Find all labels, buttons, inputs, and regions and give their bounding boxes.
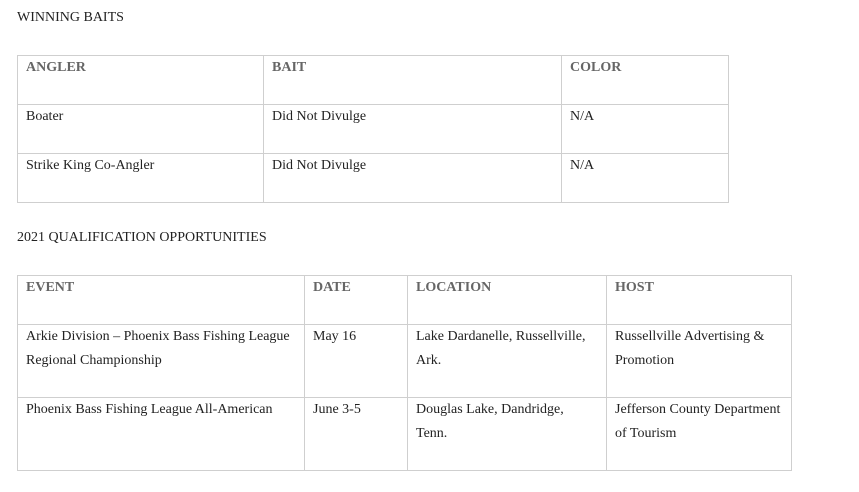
column-header-location: LOCATION: [408, 276, 607, 325]
table-row: [18, 325, 792, 398]
column-header-date: DATE: [305, 276, 408, 325]
winning-baits-heading: WINNING BAITS: [17, 10, 124, 25]
table-row: [18, 105, 729, 154]
date-cell: June 3-5: [305, 398, 408, 471]
table-header-row: [18, 276, 792, 325]
color-cell: N/A: [562, 154, 729, 203]
color-cell: N/A: [562, 105, 729, 154]
host-cell: Jefferson County Department of Tourism: [607, 398, 792, 471]
table-row: [18, 154, 729, 203]
event-cell: Phoenix Bass Fishing League All-American: [18, 398, 305, 471]
column-header-host: HOST: [607, 276, 792, 325]
host-cell: Russellville Advertising & Promotion: [607, 325, 792, 398]
location-cell: Douglas Lake, Dandridge, Tenn.: [408, 398, 607, 471]
date-cell: May 16: [305, 325, 408, 398]
angler-cell: Strike King Co-Angler: [18, 154, 264, 203]
table-row: [18, 398, 792, 471]
column-header-bait: BAIT: [264, 56, 562, 105]
winning-baits-table: [17, 55, 729, 203]
bait-cell: Did Not Divulge: [264, 154, 562, 203]
angler-cell: Boater: [18, 105, 264, 154]
column-header-angler: ANGLER: [18, 56, 264, 105]
bait-cell: Did Not Divulge: [264, 105, 562, 154]
column-header-event: EVENT: [18, 276, 305, 325]
event-cell: Arkie Division – Phoenix Bass Fishing League Regional Championship: [18, 325, 305, 398]
qualification-heading: 2021 QUALIFICATION OPPORTUNITIES: [17, 230, 267, 245]
qualification-table: [17, 275, 792, 471]
table-header-row: [18, 56, 729, 105]
column-header-color: COLOR: [562, 56, 729, 105]
location-cell: Lake Dardanelle, Russellville, Ark.: [408, 325, 607, 398]
